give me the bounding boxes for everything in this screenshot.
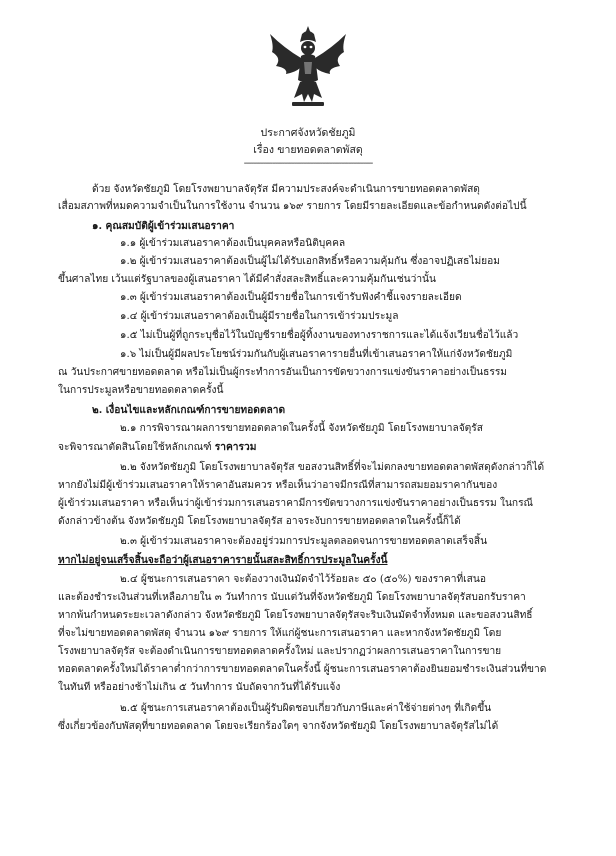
intro-line-2: เสื่อมสภาพที่หมดความจำเป็นในการใช้งาน จำนวน ๑๖๙ รายการ โดยมีรายละเอียดและข้อกำหนดดังต่อไปนี้: [58, 201, 527, 212]
section-1-heading: ๑. คุณสมบัติผู้เข้าร่วมเสนอราคา: [92, 220, 235, 232]
item-1-6: ๑.๖ ไม่เป็นผู้มีผลประโยชน์ร่วมกันกับผู้เสนอราคารายอื่นที่เข้าเสนอราคาให้แก่จังหวัดชัยภูมิ: [120, 349, 513, 360]
item-1-1: ๑.๑ ผู้เข้าร่วมเสนอราคาต้องเป็นบุคคลหรือนิติบุคคล: [120, 238, 346, 249]
criteria-label: จะพิจารณาตัดสินโดยใช้หลักเกณฑ์: [58, 442, 212, 453]
item-1-5: ๑.๕ ไม่เป็นผู้ที่ถูกระบุชื่อไว้ในบัญชีรายชื่อผู้ทิ้งงานของทางราชการและได้แจ้งเวียนชื่อไว้แล้ว: [120, 330, 519, 341]
item-1-4: ๑.๔ ผู้เข้าร่วมเสนอราคาต้องเป็นผู้มีรายชื่อในการเข้าร่วมประมูล: [120, 311, 399, 322]
item-1-2: ๑.๒ ผู้เข้าร่วมเสนอราคาต้องเป็นผู้ไม่ได้รับเอกสิทธิ์หรือความคุ้มกัน ซึ่งอาจปฏิเสธไม่ยอม: [120, 256, 500, 267]
item-2-4-cont-3: ที่จะไม่ขายทอดตลาดพัสดุ จำนวน ๑๖๙ รายการ ให้แก่ผู้ชนะการเสนอราคา และหากจังหวัดชัยภูมิ โดย: [58, 628, 502, 639]
intro-line-1: ด้วย จังหวัดชัยภูมิ โดยโรงพยาบาลจัตุรัส มีความประสงค์จะดำเนินการขายทอดตลาดพัสดุ: [92, 184, 480, 195]
item-2-1-cont: [58, 440, 256, 455]
item-2-2-cont-1: หากยังไม่มีผู้เข้าร่วมเสนอราคาให้ราคาอันสมควร หรือเห็นว่าอาจมีกรณีที่สามารถสมยอมราคากันของ: [58, 480, 498, 491]
item-2-2-cont-3: ดังกล่าวข้างต้น จังหวัดชัยภูมิ โดยโรงพยาบาลจัตุรัส อาจระงับการขายทอดตลาดในครั้งนี้ก็ได้: [58, 516, 461, 527]
title-separator: ------------------------------------------------------: [243, 158, 373, 169]
item-2-3: ๒.๓ ผู้เข้าร่วมเสนอราคาจะต้องอยู่ร่วมการประมูลตลอดจนการขายทอดตลาดเสร็จสิ้น: [120, 536, 488, 547]
item-2-5: ๒.๕ ผู้ชนะการเสนอราคาต้องเป็นผู้รับผิดชอบเกี่ยวกับภาษีและค่าใช้จ่ายต่างๆ ที่เกิดขึ้น: [120, 703, 492, 714]
item-2-2: ๒.๒ จังหวัดชัยภูมิ โดยโรงพยาบาลจัตุรัส ขอสงวนสิทธิ์ที่จะไม่ตกลงขายทอดตลาดพัสดุดังกล่าวก็ได้: [120, 462, 545, 473]
item-2-4-cont-6: ในทันที หรืออย่างช้าไม่เกิน ๕ วันทำการ นับถัดจากวันที่ได้รับแจ้ง: [58, 682, 341, 693]
document-title: ประกาศจังหวัดชัยภูมิ: [260, 127, 356, 139]
item-2-4-cont-5: ทอดตลาดครั้งใหม่ได้ราคาต่ำกว่าการขายทอดตลาดในครั้งนี้ ผู้ชนะการเสนอราคาต้องยินยอมชำระเงินส่วนที่ขาด: [58, 664, 547, 675]
item-1-6-cont-2: ในการประมูลหรือขายทอดตลาดครั้งนี้: [58, 385, 224, 396]
item-2-4-cont-1: และต้องชำระเงินส่วนที่เหลือภายใน ๓ วันทำการ นับแต่วันที่จังหวัดชัยภูมิ โดยโรงพยาบาลจัตุรัสบอกรับราคา: [58, 592, 526, 603]
item-2-4-cont-2: หากพ้นกำหนดระยะเวลาดังกล่าว จังหวัดชัยภูมิ โดยโรงพยาบาลจัตุรัสจะริบเงินมัดจำทั้งหมด และขอสงวนสิทธิ์: [58, 610, 533, 621]
item-2-4-cont-4: โรงพยาบาลจัตุรัส จะต้องดำเนินการขายทอดตลาดครั้งใหม่ และปรากฏว่าผลการเสนอราคาในการขาย: [58, 646, 502, 657]
item-2-1: ๒.๑ การพิจารณาผลการขายทอดตลาดในครั้งนี้ จังหวัดชัยภูมิ โดยโรงพยาบาลจัตุรัส: [120, 423, 483, 434]
item-2-3-cont: หากไม่อยู่จนเสร็จสิ้นจะถือว่าผู้เสนอราคารายนั้นสละสิทธิ์การประมูลในครั้งนี้: [58, 554, 388, 566]
item-2-2-cont-2: ผู้เข้าร่วมเสนอราคา หรือเห็นว่าผู้เข้าร่วมการเสนอราคามีการขัดขวางการแข่งขันราคาอย่างเป็นธรรม ในกรณี: [58, 498, 534, 509]
item-2-5-cont: ซึ่งเกี่ยวข้องกับพัสดุที่ขายทอดตลาด โดยจะเรียกร้องใดๆ จากจังหวัดชัยภูมิ โดยโรงพยาบาลจัตุรัสไม่ได้: [58, 721, 499, 732]
garuda-emblem-icon: [262, 22, 354, 110]
item-1-6-cont-1: ณ วันประกาศขายทอดตลาด หรือไม่เป็นผู้กระทำการอันเป็นการขัดขวางการแข่งขันราคาอย่างเป็นธรรม: [58, 367, 508, 378]
section-2-heading: ๒. เงื่อนไขและหลักเกณฑ์การขายทอดตลาด: [92, 404, 286, 416]
item-2-4: ๒.๔ ผู้ชนะการเสนอราคา จะต้องวางเงินมัดจำไว้ร้อยละ ๕๐ (๕๐%) ของราคาที่เสนอ: [120, 574, 486, 585]
criteria-value: ราคารวม: [214, 441, 257, 453]
item-1-3: ๑.๓ ผู้เข้าร่วมเสนอราคาต้องเป็นผู้มีรายชื่อในการเข้ารับฟังคำชี้แจงรายละเอียด: [120, 292, 462, 303]
document-subject: เรื่อง ขายทอดตลาดพัสดุ: [253, 144, 363, 156]
item-1-2-cont: ขึ้นศาลไทย เว้นแต่รัฐบาลของผู้เสนอราคา ได้มีคำสั่งสละสิทธิ์และความคุ้มกันเช่นว่านั้น: [58, 274, 436, 285]
